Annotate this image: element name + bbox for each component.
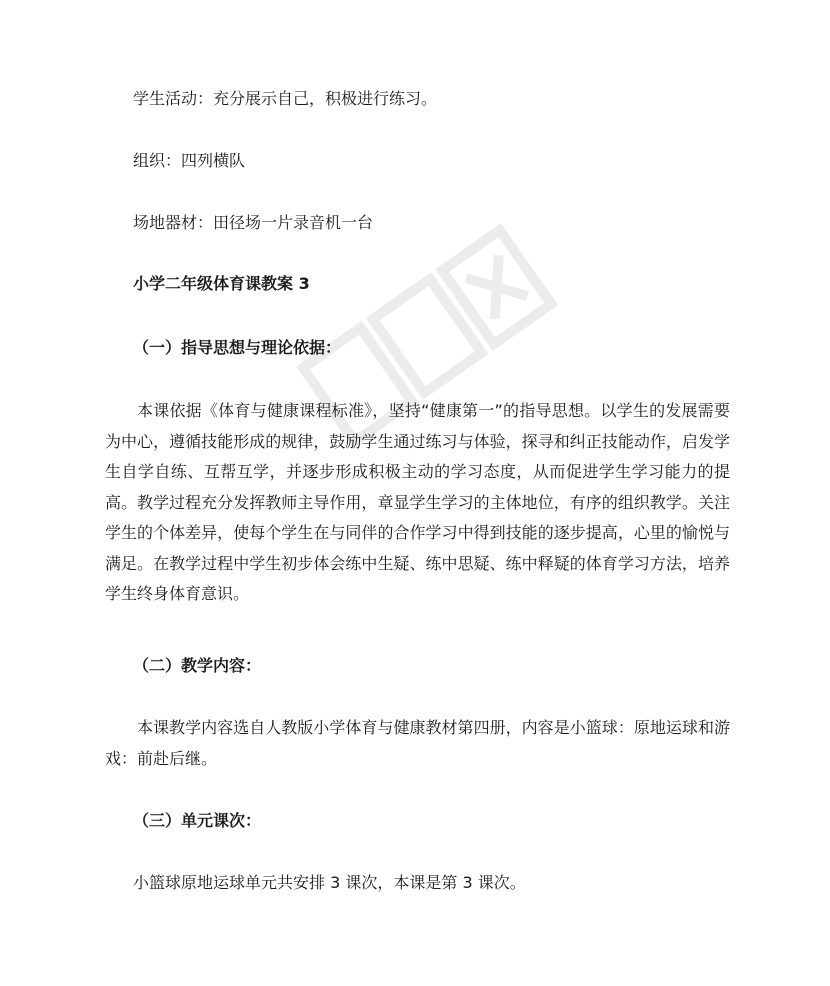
- student-activity-line: 学生活动：充分展示自己，积极进行练习。: [133, 89, 438, 108]
- section-heading-guiding-principles: （一）指导思想与理论依据：: [133, 338, 342, 357]
- section-body-guiding-principles: 本课依据《体育与健康课程标准》，坚持“健康第一”的指导思想。以学生的发展需要为中心，遵循技能形成的规律，鼓励学生通过练习与体验，探寻和纠正技能动作，启发学生自学自练、互帮互学，并逐步形成积极主动的学习态度，从而促进学生学习能力的提高。教学过程充分发挥教师主导作用，章显学生学习的主体地位，有序的组织教学。关注学生的个体差异，使每个学生在与同伴的合作学习中得到技能的逐步提高，心里的愉悦与满足。在教学过程中学生初步体会练中生疑、练中思疑、练中释疑的体育学习方法，培养学生终身体育意识。: [105, 401, 730, 603]
- venue-equipment-line: 场地器材：田径场一片录音机一台: [133, 213, 374, 232]
- section-heading-unit-lessons: （三）单元课次：: [133, 811, 262, 830]
- section-heading-content: （二）教学内容：: [133, 656, 262, 675]
- section-body-content: 本课教学内容选自人教版小学体育与健康教材第四册，内容是小篮球：原地运球和游戏：前赴后继。: [105, 718, 730, 768]
- section-body-unit-lessons: 小篮球原地运球单元共安排 3 课次，本课是第 3 课次。: [133, 873, 526, 892]
- lesson-title: 小学二年级体育课教案 3: [133, 274, 310, 293]
- organization-line: 组织：四列横队: [133, 151, 246, 170]
